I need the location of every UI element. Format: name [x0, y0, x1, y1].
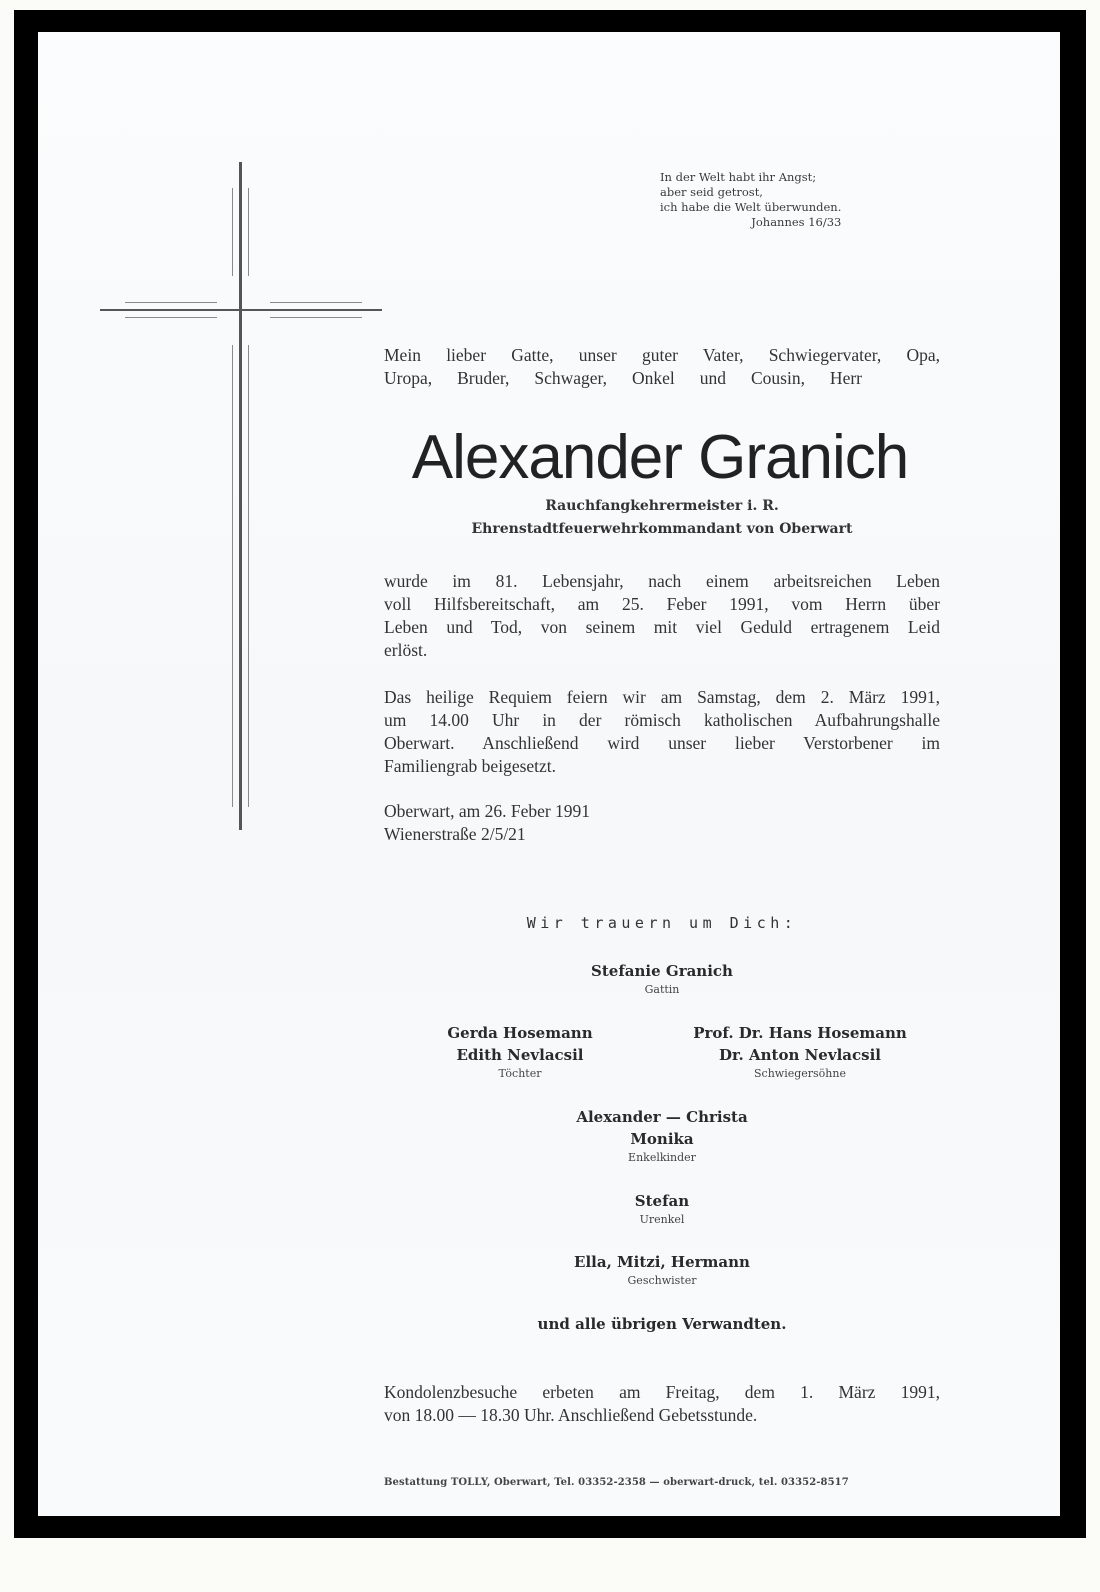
verse-line: ich habe die Welt überwunden.: [660, 200, 842, 214]
paragraph-line: voll Hilfsbereitschaft, am 25. Feber 1991, vom Herrn über: [384, 594, 940, 614]
deceased-name: Alexander Granich: [411, 423, 909, 492]
intro-text: [384, 344, 940, 390]
mourners-heading: Wir trauern um Dich:: [526, 914, 798, 932]
printer-footer: Bestattung TOLLY, Oberwart, Tel. 03352-2358 — oberwart-druck, tel. 03352-8517: [384, 1477, 849, 1488]
place-date-block: [384, 800, 940, 846]
paragraph-line: Familiengrab beigesetzt.: [384, 756, 557, 776]
paragraph-line: Leben und Tod, von seinem mit viel Geduld ertragenem Leid: [384, 617, 940, 637]
daughter-name: Gerda Hosemann: [447, 1024, 593, 1042]
deceased-title: Rauchfangkehrermeister i. R.: [545, 498, 779, 514]
address: Wienerstraße 2/5/21: [384, 824, 526, 844]
grandchild-names: Monika: [630, 1130, 694, 1148]
spouse-name: Stefanie Granich: [591, 962, 733, 980]
daughters-role: Töchter: [498, 1067, 542, 1080]
paragraph-line: erlöst.: [384, 640, 428, 660]
grandchildren-block: [384, 1106, 940, 1166]
grandchildren-role: Enkelkinder: [628, 1151, 696, 1164]
death-paragraph: [384, 570, 940, 662]
place-date: Oberwart, am 26. Feber 1991: [384, 801, 591, 821]
sibling-names: Ella, Mitzi, Hermann: [574, 1253, 750, 1271]
requiem-paragraph: [384, 686, 940, 778]
great-grandchildren-block: [384, 1190, 940, 1228]
condolence-notice: [384, 1381, 940, 1427]
condolence-line: Kondolenzbesuche erbeten am Freitag, dem 1. März 1991,: [384, 1382, 940, 1402]
grandchild-names: Alexander — Christa: [576, 1108, 748, 1126]
condolence-line: von 18.00 — 18.30 Uhr. Anschließend Gebetsstunde.: [384, 1405, 758, 1425]
paragraph-line: wurde im 81. Lebensjahr, nach einem arbeitsreichen Leben: [384, 571, 940, 591]
paragraph-line: um 14.00 Uhr in der römisch katholischen Aufbahrungshalle: [384, 710, 940, 730]
spouse-role: Gattin: [644, 983, 680, 996]
paragraph-line: Oberwart. Anschließend wird unser lieber Verstorbener im: [384, 733, 940, 753]
bible-verse: [660, 170, 841, 230]
verse-source: Johannes 16/33: [751, 215, 842, 229]
deceased-honorary-title: Ehrenstadtfeuerwehrkommandant von Oberwart: [471, 521, 853, 537]
paragraph-line: Das heilige Requiem feiern wir am Samstag, dem 2. März 1991,: [384, 687, 940, 707]
intro-line: Uropa, Bruder, Schwager, Onkel und Cousin, Herr: [384, 368, 862, 388]
other-relatives: und alle übrigen Verwandten.: [537, 1315, 787, 1333]
intro-line: Mein lieber Gatte, unser guter Vater, Schwiegervater, Opa,: [384, 345, 940, 365]
verse-line: aber seid getrost,: [660, 185, 763, 199]
great-grandchild-name: Stefan: [634, 1192, 690, 1210]
great-grandchildren-role: Urenkel: [639, 1213, 685, 1226]
sons-in-law-block: [670, 1022, 930, 1082]
son-in-law-name: Prof. Dr. Hans Hosemann: [693, 1024, 907, 1042]
siblings-block: [384, 1251, 940, 1289]
sons-in-law-role: Schwiegersöhne: [754, 1067, 846, 1080]
daughter-name: Edith Nevlacsil: [456, 1046, 584, 1064]
verse-line: In der Welt habt ihr Angst;: [660, 170, 817, 184]
spouse-block: [384, 960, 940, 998]
son-in-law-name: Dr. Anton Nevlacsil: [719, 1046, 881, 1064]
siblings-role: Geschwister: [627, 1274, 697, 1287]
daughters-block: [420, 1022, 620, 1082]
